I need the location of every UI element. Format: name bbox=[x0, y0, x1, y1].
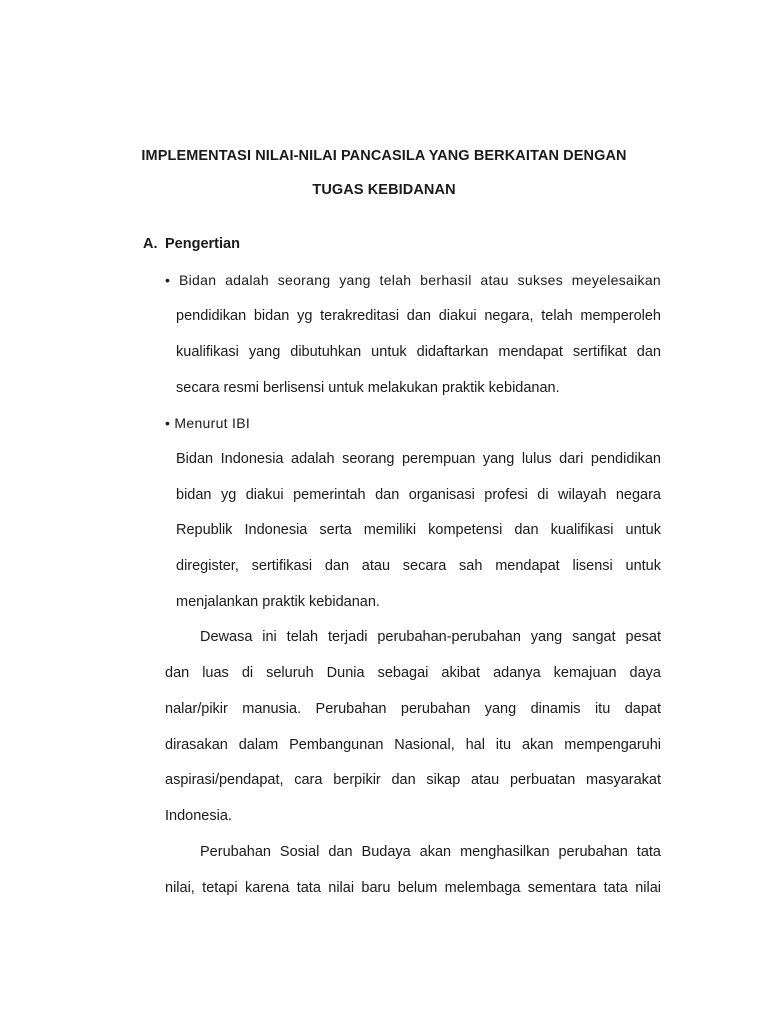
section-number: A. bbox=[143, 236, 158, 252]
bullet-2-line: diregister, sertifikasi dan atau secara sah mendapat lisensi untuk bbox=[176, 558, 661, 574]
section-title: Pengertian bbox=[165, 236, 240, 252]
bullet-1-line: pendidikan bidan yg terakreditasi dan diakui negara, telah memperoleh bbox=[176, 308, 661, 324]
bullet-2-line: bidan yg diakui pemerintah dan organisasi profesi di wilayah negara bbox=[176, 487, 661, 503]
paragraph-2-line: Perubahan Sosial dan Budaya akan menghasilkan perubahan tata bbox=[200, 844, 661, 860]
document-title-line-2: TUGAS KEBIDANAN bbox=[312, 182, 456, 198]
paragraph-1-line: Dewasa ini telah terjadi perubahan-perubahan yang sangat pesat bbox=[200, 629, 661, 645]
section-heading bbox=[143, 236, 240, 252]
paragraph-1-line: dan luas di seluruh Dunia sebagai akibat adanya kemajuan daya bbox=[165, 665, 661, 681]
paragraph-1-line: aspirasi/pendapat, cara berpikir dan sikap atau perbuatan masyarakat bbox=[165, 772, 661, 788]
bullet-1-line: kualifikasi yang dibutuhkan untuk didaftarkan mendapat sertifikat dan bbox=[176, 344, 661, 360]
paragraph-2-line: nilai, tetapi karena tata nilai baru belum melembaga sementara tata nilai bbox=[165, 880, 661, 896]
paragraph-1-line: Indonesia. bbox=[165, 808, 232, 824]
bullet-2-label: • Menurut IBI bbox=[165, 415, 251, 431]
bullet-1-first-line: • Bidan adalah seorang yang telah berhasil atau sukses meyelesaikan bbox=[165, 272, 661, 288]
paragraph-1-line: dirasakan dalam Pembangunan Nasional, hal itu akan mempengaruhi bbox=[165, 737, 661, 753]
paragraph-1-line: nalar/pikir manusia. Perubahan perubahan yang dinamis itu dapat bbox=[165, 701, 661, 717]
bullet-2-line: Republik Indonesia serta memiliki kompetensi dan kualifikasi untuk bbox=[176, 522, 661, 538]
bullet-2-line: menjalankan praktik kebidanan. bbox=[176, 594, 380, 610]
document-title-line-1: IMPLEMENTASI NILAI-NILAI PANCASILA YANG BERKAITAN DENGAN bbox=[141, 148, 627, 164]
bullet-2-line: Bidan Indonesia adalah seorang perempuan yang lulus dari pendidikan bbox=[176, 451, 661, 467]
bullet-1-line: secara resmi berlisensi untuk melakukan praktik kebidanan. bbox=[176, 380, 560, 396]
